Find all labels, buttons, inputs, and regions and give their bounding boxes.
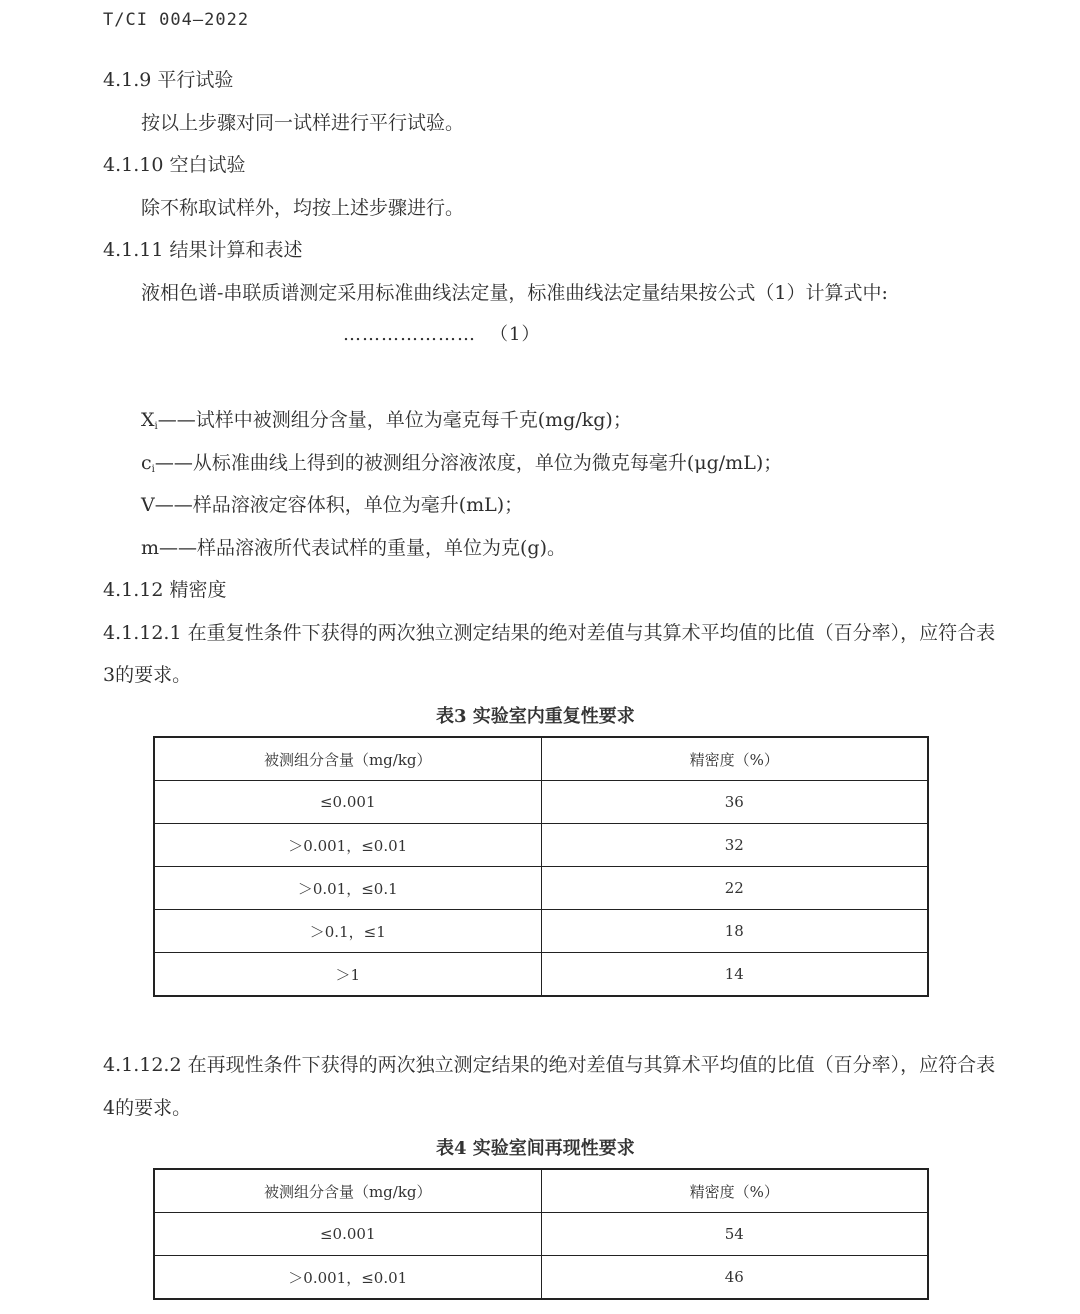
standard-header: T/CI 004—2022 [103,10,250,30]
variable-x-symbol: X [141,409,155,431]
table-row [154,1256,928,1300]
table-row [154,867,928,910]
table-cell: 54 [541,1213,928,1256]
table-row [154,1213,928,1256]
table-header-cell: 被测组分含量（mg/kg） [154,1169,541,1213]
table4 [153,1168,929,1300]
table-header-cell: 精密度（%） [541,737,928,781]
table-cell: ＞0.001，≤0.01 [154,1256,541,1300]
table3 [153,736,929,997]
variable-x-definition [141,405,632,432]
table-cell: 32 [541,824,928,867]
table-cell: 46 [541,1256,928,1300]
table-row [154,953,928,997]
table-cell: ≤0.001 [154,1213,541,1256]
variable-c-definition [141,448,782,475]
table3-caption: 表3 实验室内重复性要求 [436,706,635,727]
table-header-cell: 被测组分含量（mg/kg） [154,737,541,781]
formula-dots: ………………… [343,324,476,345]
section-4-1-11-title: 4.1.11 结果计算和表述 [103,239,303,261]
section-4-1-12-1-line2: 3的要求。 [103,664,192,686]
table-cell: 18 [541,910,928,953]
section-4-1-12-2-line1: 4.1.12.2 在再现性条件下获得的两次独立测定结果的绝对差值与其算术平均值的比值（百分率），应符合表 [103,1054,996,1076]
section-4-1-10-title: 4.1.10 空白试验 [103,154,246,176]
table-cell: 14 [541,953,928,997]
table-cell: ＞0.001，≤0.01 [154,824,541,867]
table-header-row [154,737,928,781]
table-header-cell: 精密度（%） [541,1169,928,1213]
variable-m-definition: m——样品溶液所代表试样的重量，单位为克(g)。 [141,537,567,559]
table-cell: 22 [541,867,928,910]
variable-c-description: ——从标准曲线上得到的被测组分溶液浓度，单位为微克每毫升(μg/mL)； [154,452,783,474]
variable-x-description: ——试样中被测组分含量，单位为毫克每千克(mg/kg)； [157,409,632,431]
table-row [154,910,928,953]
table-row [154,824,928,867]
section-4-1-12-2-line2: 4的要求。 [103,1097,192,1119]
variable-c-subscript: i [151,464,155,475]
table-cell: ≤0.001 [154,781,541,824]
section-4-1-10-text: 除不称取试样外，均按上述步骤进行。 [141,197,465,219]
formula-number: （1） [490,324,541,345]
table-cell: ＞0.1，≤1 [154,910,541,953]
table-header-row [154,1169,928,1213]
section-4-1-11-text: 液相色谱-串联质谱测定采用标准曲线法定量，标准曲线法定量结果按公式（1）计算式中: [141,282,888,304]
variable-x-subscript: i [154,421,158,432]
section-4-1-12-title: 4.1.12 精密度 [103,579,227,601]
table-cell: ＞1 [154,953,541,997]
table-cell: 36 [541,781,928,824]
section-4-1-12-1-line1: 4.1.12.1 在重复性条件下获得的两次独立测定结果的绝对差值与其算术平均值的比值（百分率），应符合表 [103,622,996,644]
table4-caption: 表4 实验室间再现性要求 [436,1138,635,1159]
table-row [154,781,928,824]
formula-line [343,320,540,346]
table-cell: ＞0.01，≤0.1 [154,867,541,910]
section-4-1-9-title: 4.1.9 平行试验 [103,69,234,91]
section-4-1-9-text: 按以上步骤对同一试样进行平行试验。 [141,112,465,134]
variable-v-definition: V——样品溶液定容体积，单位为毫升(mL)； [141,494,524,516]
variable-c-symbol: c [141,452,152,474]
